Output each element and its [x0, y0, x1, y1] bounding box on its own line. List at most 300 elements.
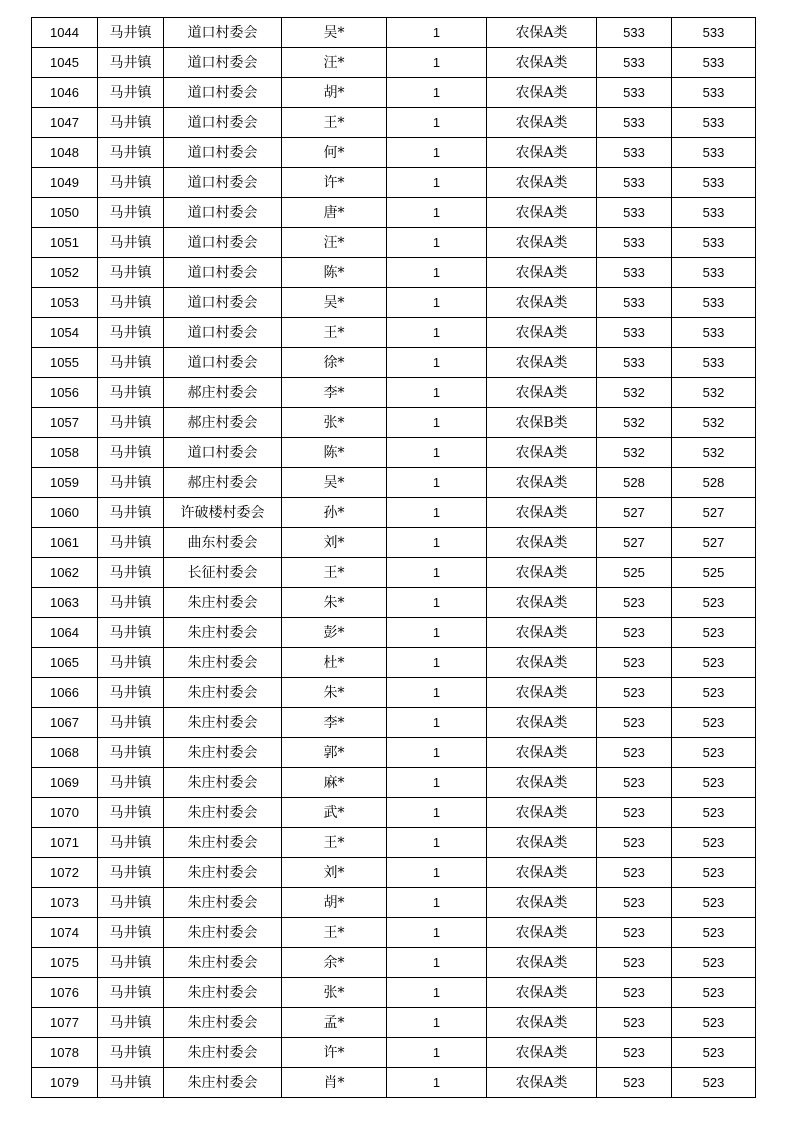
- cell-amount: 533: [597, 138, 672, 168]
- cell-total-amount: 527: [672, 528, 756, 558]
- cell-count: 1: [387, 498, 487, 528]
- cell-town: 马井镇: [98, 678, 164, 708]
- cell-row-number: 1063: [32, 588, 98, 618]
- cell-town: 马井镇: [98, 858, 164, 888]
- cell-person-name: 汪*: [282, 228, 387, 258]
- cell-person-name: 麻*: [282, 768, 387, 798]
- cell-row-number: 1079: [32, 1068, 98, 1098]
- cell-person-name: 吴*: [282, 288, 387, 318]
- cell-row-number: 1073: [32, 888, 98, 918]
- cell-town: 马井镇: [98, 1068, 164, 1098]
- cell-amount: 533: [597, 348, 672, 378]
- cell-village-committee: 朱庄村委会: [164, 828, 282, 858]
- table-row: [32, 828, 756, 858]
- cell-person-name: 肖*: [282, 1068, 387, 1098]
- cell-amount: 527: [597, 498, 672, 528]
- cell-town: 马井镇: [98, 528, 164, 558]
- cell-row-number: 1068: [32, 738, 98, 768]
- cell-village-committee: 道口村委会: [164, 288, 282, 318]
- cell-amount: 533: [597, 288, 672, 318]
- cell-person-name: 许*: [282, 1038, 387, 1068]
- cell-insurance-category: 农保A类: [487, 828, 597, 858]
- cell-town: 马井镇: [98, 438, 164, 468]
- cell-person-name: 吴*: [282, 468, 387, 498]
- cell-amount: 533: [597, 168, 672, 198]
- cell-person-name: 余*: [282, 948, 387, 978]
- table-row: [32, 318, 756, 348]
- cell-person-name: 朱*: [282, 588, 387, 618]
- table-row: [32, 1068, 756, 1098]
- cell-person-name: 武*: [282, 798, 387, 828]
- cell-amount: 523: [597, 1008, 672, 1038]
- table-row: [32, 408, 756, 438]
- cell-amount: 525: [597, 558, 672, 588]
- cell-count: 1: [387, 138, 487, 168]
- cell-person-name: 张*: [282, 408, 387, 438]
- cell-insurance-category: 农保A类: [487, 1038, 597, 1068]
- table-row: [32, 528, 756, 558]
- cell-town: 马井镇: [98, 1008, 164, 1038]
- table-row: [32, 18, 756, 48]
- cell-town: 马井镇: [98, 318, 164, 348]
- cell-total-amount: 523: [672, 888, 756, 918]
- cell-row-number: 1049: [32, 168, 98, 198]
- cell-amount: 533: [597, 318, 672, 348]
- table-row: [32, 348, 756, 378]
- cell-village-committee: 道口村委会: [164, 318, 282, 348]
- cell-amount: 523: [597, 948, 672, 978]
- cell-count: 1: [387, 1008, 487, 1038]
- cell-row-number: 1062: [32, 558, 98, 588]
- cell-total-amount: 523: [672, 858, 756, 888]
- cell-row-number: 1064: [32, 618, 98, 648]
- table-row: [32, 948, 756, 978]
- cell-row-number: 1051: [32, 228, 98, 258]
- cell-town: 马井镇: [98, 708, 164, 738]
- cell-count: 1: [387, 18, 487, 48]
- cell-count: 1: [387, 378, 487, 408]
- cell-count: 1: [387, 288, 487, 318]
- cell-count: 1: [387, 888, 487, 918]
- cell-insurance-category: 农保A类: [487, 438, 597, 468]
- cell-total-amount: 533: [672, 318, 756, 348]
- cell-row-number: 1078: [32, 1038, 98, 1068]
- cell-insurance-category: 农保A类: [487, 888, 597, 918]
- cell-person-name: 王*: [282, 828, 387, 858]
- cell-row-number: 1050: [32, 198, 98, 228]
- cell-town: 马井镇: [98, 498, 164, 528]
- cell-row-number: 1057: [32, 408, 98, 438]
- cell-amount: 523: [597, 978, 672, 1008]
- cell-count: 1: [387, 588, 487, 618]
- cell-village-committee: 朱庄村委会: [164, 1068, 282, 1098]
- cell-row-number: 1046: [32, 78, 98, 108]
- cell-village-committee: 朱庄村委会: [164, 618, 282, 648]
- cell-insurance-category: 农保A类: [487, 528, 597, 558]
- cell-person-name: 张*: [282, 978, 387, 1008]
- cell-amount: 533: [597, 108, 672, 138]
- cell-person-name: 吴*: [282, 18, 387, 48]
- cell-village-committee: 朱庄村委会: [164, 768, 282, 798]
- cell-total-amount: 533: [672, 258, 756, 288]
- cell-village-committee: 朱庄村委会: [164, 918, 282, 948]
- cell-count: 1: [387, 1068, 487, 1098]
- cell-village-committee: 朱庄村委会: [164, 588, 282, 618]
- cell-person-name: 胡*: [282, 888, 387, 918]
- cell-amount: 528: [597, 468, 672, 498]
- cell-row-number: 1055: [32, 348, 98, 378]
- cell-person-name: 郭*: [282, 738, 387, 768]
- cell-village-committee: 朱庄村委会: [164, 678, 282, 708]
- table-row: [32, 888, 756, 918]
- cell-row-number: 1053: [32, 288, 98, 318]
- cell-row-number: 1060: [32, 498, 98, 528]
- data-table: [31, 17, 756, 1098]
- cell-town: 马井镇: [98, 408, 164, 438]
- cell-village-committee: 道口村委会: [164, 258, 282, 288]
- table-row: [32, 768, 756, 798]
- cell-total-amount: 533: [672, 198, 756, 228]
- table-row: [32, 588, 756, 618]
- cell-row-number: 1045: [32, 48, 98, 78]
- cell-row-number: 1077: [32, 1008, 98, 1038]
- cell-village-committee: 道口村委会: [164, 138, 282, 168]
- cell-row-number: 1054: [32, 318, 98, 348]
- cell-person-name: 孟*: [282, 1008, 387, 1038]
- table-row: [32, 618, 756, 648]
- cell-count: 1: [387, 408, 487, 438]
- cell-person-name: 徐*: [282, 348, 387, 378]
- cell-count: 1: [387, 648, 487, 678]
- cell-amount: 523: [597, 588, 672, 618]
- cell-total-amount: 523: [672, 618, 756, 648]
- table-row: [32, 198, 756, 228]
- cell-amount: 533: [597, 228, 672, 258]
- cell-amount: 533: [597, 78, 672, 108]
- cell-total-amount: 533: [672, 228, 756, 258]
- cell-row-number: 1048: [32, 138, 98, 168]
- cell-insurance-category: 农保A类: [487, 468, 597, 498]
- cell-village-committee: 曲东村委会: [164, 528, 282, 558]
- cell-row-number: 1065: [32, 648, 98, 678]
- table-row: [32, 138, 756, 168]
- cell-person-name: 刘*: [282, 528, 387, 558]
- cell-count: 1: [387, 828, 487, 858]
- cell-count: 1: [387, 858, 487, 888]
- cell-amount: 532: [597, 408, 672, 438]
- cell-village-committee: 郝庄村委会: [164, 378, 282, 408]
- cell-village-committee: 朱庄村委会: [164, 858, 282, 888]
- cell-town: 马井镇: [98, 588, 164, 618]
- cell-count: 1: [387, 918, 487, 948]
- table-body: [32, 18, 756, 1098]
- table-row: [32, 228, 756, 258]
- cell-total-amount: 533: [672, 288, 756, 318]
- cell-count: 1: [387, 318, 487, 348]
- cell-count: 1: [387, 678, 487, 708]
- cell-row-number: 1072: [32, 858, 98, 888]
- cell-row-number: 1061: [32, 528, 98, 558]
- cell-insurance-category: 农保A类: [487, 618, 597, 648]
- cell-row-number: 1058: [32, 438, 98, 468]
- table-row: [32, 918, 756, 948]
- table-row: [32, 438, 756, 468]
- cell-insurance-category: 农保A类: [487, 768, 597, 798]
- cell-village-committee: 朱庄村委会: [164, 798, 282, 828]
- cell-row-number: 1076: [32, 978, 98, 1008]
- cell-total-amount: 533: [672, 18, 756, 48]
- cell-village-committee: 朱庄村委会: [164, 948, 282, 978]
- table-row: [32, 288, 756, 318]
- cell-amount: 523: [597, 738, 672, 768]
- cell-village-committee: 道口村委会: [164, 348, 282, 378]
- cell-insurance-category: 农保A类: [487, 858, 597, 888]
- cell-insurance-category: 农保A类: [487, 978, 597, 1008]
- cell-village-committee: 朱庄村委会: [164, 1038, 282, 1068]
- cell-row-number: 1052: [32, 258, 98, 288]
- cell-total-amount: 533: [672, 168, 756, 198]
- cell-person-name: 胡*: [282, 78, 387, 108]
- cell-insurance-category: 农保A类: [487, 318, 597, 348]
- cell-count: 1: [387, 348, 487, 378]
- cell-count: 1: [387, 618, 487, 648]
- cell-insurance-category: 农保A类: [487, 738, 597, 768]
- cell-row-number: 1056: [32, 378, 98, 408]
- cell-count: 1: [387, 228, 487, 258]
- cell-insurance-category: 农保A类: [487, 678, 597, 708]
- table-row: [32, 978, 756, 1008]
- cell-row-number: 1066: [32, 678, 98, 708]
- cell-amount: 523: [597, 888, 672, 918]
- cell-insurance-category: 农保A类: [487, 648, 597, 678]
- cell-village-committee: 道口村委会: [164, 168, 282, 198]
- cell-amount: 523: [597, 798, 672, 828]
- cell-village-committee: 长征村委会: [164, 558, 282, 588]
- cell-town: 马井镇: [98, 18, 164, 48]
- cell-total-amount: 532: [672, 378, 756, 408]
- cell-insurance-category: 农保A类: [487, 1068, 597, 1098]
- cell-insurance-category: 农保A类: [487, 18, 597, 48]
- cell-town: 马井镇: [98, 348, 164, 378]
- table-row: [32, 48, 756, 78]
- cell-town: 马井镇: [98, 798, 164, 828]
- cell-village-committee: 朱庄村委会: [164, 978, 282, 1008]
- cell-town: 马井镇: [98, 468, 164, 498]
- cell-amount: 523: [597, 918, 672, 948]
- table-row: [32, 1038, 756, 1068]
- cell-total-amount: 523: [672, 828, 756, 858]
- cell-town: 马井镇: [98, 978, 164, 1008]
- cell-total-amount: 523: [672, 1038, 756, 1068]
- cell-insurance-category: 农保A类: [487, 708, 597, 738]
- cell-insurance-category: 农保A类: [487, 108, 597, 138]
- cell-amount: 523: [597, 708, 672, 738]
- cell-insurance-category: 农保A类: [487, 918, 597, 948]
- cell-total-amount: 523: [672, 738, 756, 768]
- cell-insurance-category: 农保A类: [487, 1008, 597, 1038]
- cell-town: 马井镇: [98, 378, 164, 408]
- table-row: [32, 798, 756, 828]
- table-row: [32, 858, 756, 888]
- cell-town: 马井镇: [98, 168, 164, 198]
- cell-town: 马井镇: [98, 768, 164, 798]
- cell-amount: 532: [597, 438, 672, 468]
- cell-person-name: 王*: [282, 558, 387, 588]
- table-row: [32, 558, 756, 588]
- cell-insurance-category: 农保A类: [487, 78, 597, 108]
- cell-insurance-category: 农保A类: [487, 378, 597, 408]
- cell-person-name: 王*: [282, 318, 387, 348]
- cell-insurance-category: 农保B类: [487, 408, 597, 438]
- cell-total-amount: 523: [672, 708, 756, 738]
- table-row: [32, 468, 756, 498]
- cell-insurance-category: 农保A类: [487, 288, 597, 318]
- cell-town: 马井镇: [98, 918, 164, 948]
- cell-village-committee: 朱庄村委会: [164, 738, 282, 768]
- cell-village-committee: 道口村委会: [164, 48, 282, 78]
- cell-town: 马井镇: [98, 1038, 164, 1068]
- cell-row-number: 1075: [32, 948, 98, 978]
- cell-count: 1: [387, 168, 487, 198]
- cell-total-amount: 523: [672, 948, 756, 978]
- cell-total-amount: 533: [672, 138, 756, 168]
- cell-town: 马井镇: [98, 288, 164, 318]
- cell-insurance-category: 农保A类: [487, 558, 597, 588]
- cell-town: 马井镇: [98, 738, 164, 768]
- cell-insurance-category: 农保A类: [487, 198, 597, 228]
- table-row: [32, 648, 756, 678]
- cell-row-number: 1069: [32, 768, 98, 798]
- cell-insurance-category: 农保A类: [487, 348, 597, 378]
- cell-village-committee: 道口村委会: [164, 18, 282, 48]
- cell-insurance-category: 农保A类: [487, 228, 597, 258]
- cell-amount: 532: [597, 378, 672, 408]
- cell-person-name: 王*: [282, 108, 387, 138]
- cell-insurance-category: 农保A类: [487, 138, 597, 168]
- cell-total-amount: 533: [672, 348, 756, 378]
- cell-count: 1: [387, 198, 487, 228]
- table-row: [32, 708, 756, 738]
- cell-total-amount: 523: [672, 678, 756, 708]
- cell-amount: 523: [597, 618, 672, 648]
- cell-insurance-category: 农保A类: [487, 588, 597, 618]
- cell-village-committee: 朱庄村委会: [164, 1008, 282, 1038]
- cell-town: 马井镇: [98, 228, 164, 258]
- cell-village-committee: 道口村委会: [164, 108, 282, 138]
- cell-count: 1: [387, 528, 487, 558]
- cell-count: 1: [387, 468, 487, 498]
- cell-insurance-category: 农保A类: [487, 258, 597, 288]
- cell-row-number: 1059: [32, 468, 98, 498]
- cell-town: 马井镇: [98, 888, 164, 918]
- cell-total-amount: 523: [672, 1008, 756, 1038]
- cell-count: 1: [387, 258, 487, 288]
- cell-amount: 523: [597, 828, 672, 858]
- cell-insurance-category: 农保A类: [487, 168, 597, 198]
- cell-total-amount: 523: [672, 798, 756, 828]
- cell-total-amount: 533: [672, 48, 756, 78]
- table-row: [32, 1008, 756, 1038]
- cell-count: 1: [387, 798, 487, 828]
- cell-count: 1: [387, 108, 487, 138]
- table-row: [32, 168, 756, 198]
- cell-total-amount: 523: [672, 1068, 756, 1098]
- table-row: [32, 498, 756, 528]
- cell-total-amount: 523: [672, 648, 756, 678]
- cell-village-committee: 道口村委会: [164, 198, 282, 228]
- cell-village-committee: 道口村委会: [164, 228, 282, 258]
- cell-row-number: 1047: [32, 108, 98, 138]
- cell-person-name: 汪*: [282, 48, 387, 78]
- cell-village-committee: 道口村委会: [164, 438, 282, 468]
- cell-insurance-category: 农保A类: [487, 798, 597, 828]
- cell-village-committee: 道口村委会: [164, 78, 282, 108]
- cell-amount: 533: [597, 258, 672, 288]
- cell-town: 马井镇: [98, 198, 164, 228]
- cell-total-amount: 528: [672, 468, 756, 498]
- cell-row-number: 1070: [32, 798, 98, 828]
- cell-amount: 523: [597, 1068, 672, 1098]
- cell-row-number: 1067: [32, 708, 98, 738]
- cell-total-amount: 525: [672, 558, 756, 588]
- cell-person-name: 王*: [282, 918, 387, 948]
- cell-count: 1: [387, 708, 487, 738]
- cell-insurance-category: 农保A类: [487, 48, 597, 78]
- cell-person-name: 唐*: [282, 198, 387, 228]
- cell-person-name: 朱*: [282, 678, 387, 708]
- cell-total-amount: 532: [672, 438, 756, 468]
- cell-town: 马井镇: [98, 138, 164, 168]
- cell-person-name: 李*: [282, 708, 387, 738]
- cell-person-name: 许*: [282, 168, 387, 198]
- cell-village-committee: 许破楼村委会: [164, 498, 282, 528]
- cell-town: 马井镇: [98, 108, 164, 138]
- cell-town: 马井镇: [98, 648, 164, 678]
- table-row: [32, 258, 756, 288]
- cell-person-name: 孙*: [282, 498, 387, 528]
- cell-person-name: 刘*: [282, 858, 387, 888]
- table-row: [32, 108, 756, 138]
- cell-count: 1: [387, 78, 487, 108]
- cell-insurance-category: 农保A类: [487, 948, 597, 978]
- cell-town: 马井镇: [98, 48, 164, 78]
- cell-village-committee: 朱庄村委会: [164, 888, 282, 918]
- cell-person-name: 杜*: [282, 648, 387, 678]
- cell-total-amount: 523: [672, 768, 756, 798]
- cell-amount: 527: [597, 528, 672, 558]
- table-row: [32, 378, 756, 408]
- table-row: [32, 738, 756, 768]
- cell-count: 1: [387, 948, 487, 978]
- cell-total-amount: 523: [672, 588, 756, 618]
- cell-total-amount: 533: [672, 108, 756, 138]
- cell-amount: 523: [597, 648, 672, 678]
- table-row: [32, 678, 756, 708]
- cell-town: 马井镇: [98, 828, 164, 858]
- cell-count: 1: [387, 738, 487, 768]
- cell-total-amount: 532: [672, 408, 756, 438]
- cell-village-committee: 朱庄村委会: [164, 708, 282, 738]
- cell-total-amount: 523: [672, 918, 756, 948]
- cell-person-name: 何*: [282, 138, 387, 168]
- cell-total-amount: 523: [672, 978, 756, 1008]
- cell-total-amount: 527: [672, 498, 756, 528]
- cell-count: 1: [387, 768, 487, 798]
- cell-row-number: 1071: [32, 828, 98, 858]
- cell-town: 马井镇: [98, 258, 164, 288]
- cell-total-amount: 533: [672, 78, 756, 108]
- cell-town: 马井镇: [98, 78, 164, 108]
